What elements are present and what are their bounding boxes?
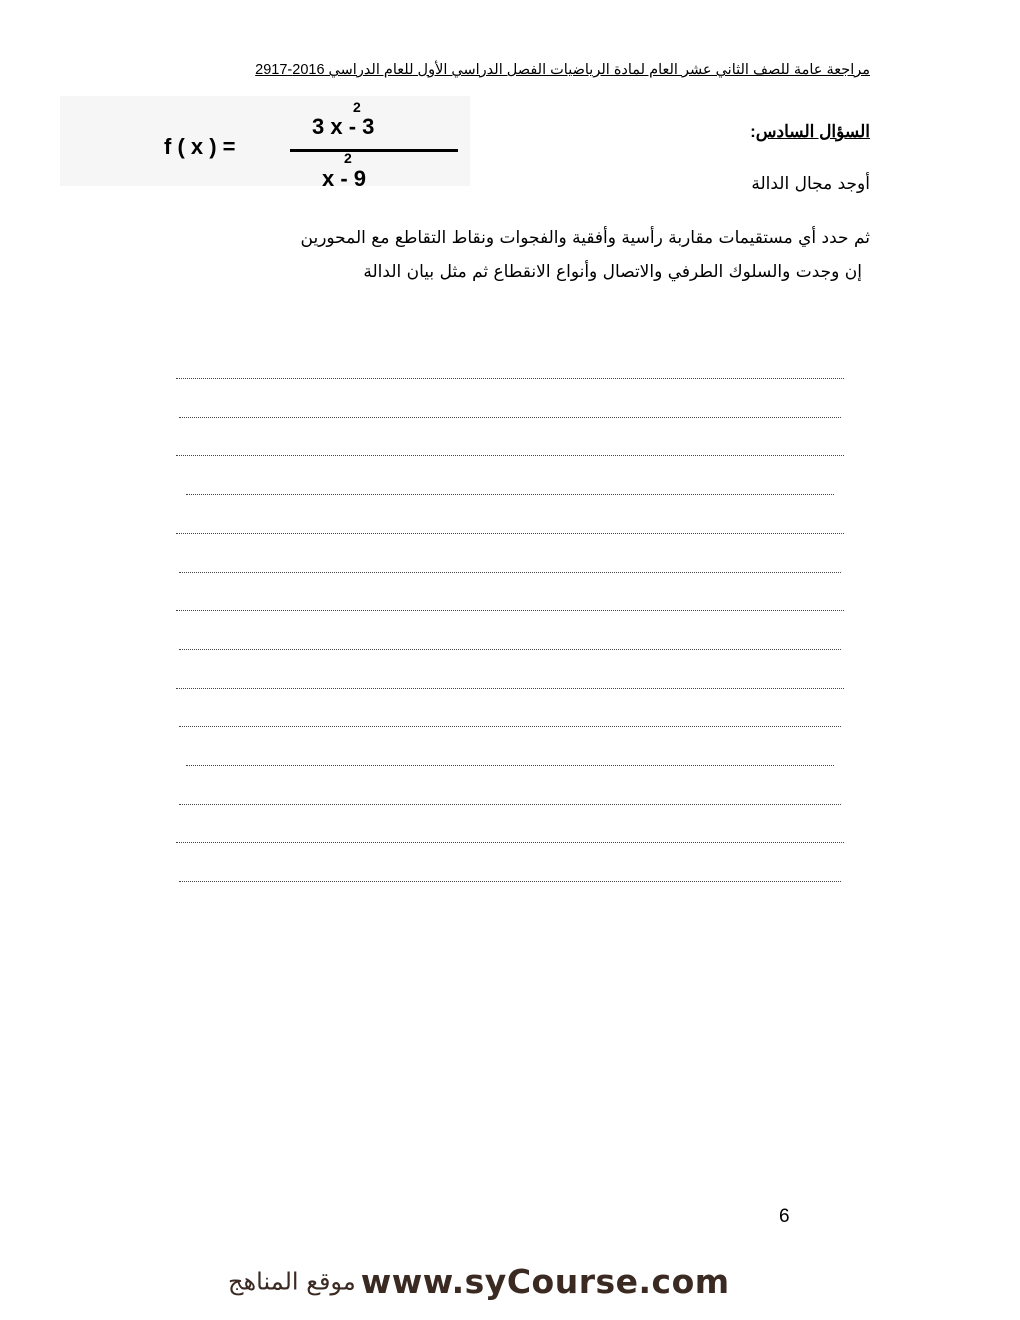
answer-line — [176, 455, 844, 456]
question-title-text: السؤال السادس — [755, 122, 870, 141]
answer-line — [179, 804, 841, 805]
question-line-2: ثم حدد أي مستقيمات مقاربة رأسية وأفقية والفجوات ونقاط التقاطع مع المحورين — [300, 228, 870, 248]
answer-line — [176, 842, 844, 843]
function-label: f ( x ) = — [164, 134, 236, 159]
formula-denominator: x - 9 — [322, 166, 367, 191]
fraction-bar — [290, 149, 458, 152]
document-header: مراجعة عامة للصف الثاني عشر العام لمادة الرياضيات الفصل الدراسي الأول للعام الدراسي 2016-2917 — [255, 62, 870, 78]
denominator-exponent: 2 — [344, 150, 352, 166]
answer-line — [186, 765, 834, 766]
answer-line — [179, 649, 841, 650]
answer-line — [176, 688, 844, 689]
answer-line — [179, 881, 841, 882]
answer-line — [176, 610, 844, 611]
answer-line — [176, 378, 844, 379]
answer-line — [176, 533, 844, 534]
answer-line — [179, 417, 841, 418]
footer — [228, 1262, 788, 1301]
answer-line — [186, 494, 834, 495]
page-number: 6 — [779, 1206, 790, 1227]
question-line-3: إن وجدت والسلوك الطرفي والاتصال وأنواع الانقطاع ثم مثل بيان الدالة — [363, 262, 862, 282]
question-title — [750, 122, 870, 142]
answer-line — [179, 572, 841, 573]
formula-numerator: 3 x - 3 — [312, 114, 375, 139]
formula-box — [60, 96, 470, 186]
answer-line — [179, 726, 841, 727]
footer-url[interactable]: www.syCourse.com — [360, 1262, 730, 1301]
question-title-colon: : — [750, 122, 756, 141]
numerator-exponent: 2 — [353, 99, 361, 115]
question-line-1: أوجد مجال الدالة — [751, 174, 870, 194]
footer-site-name: موقع المناهج — [228, 1267, 356, 1296]
